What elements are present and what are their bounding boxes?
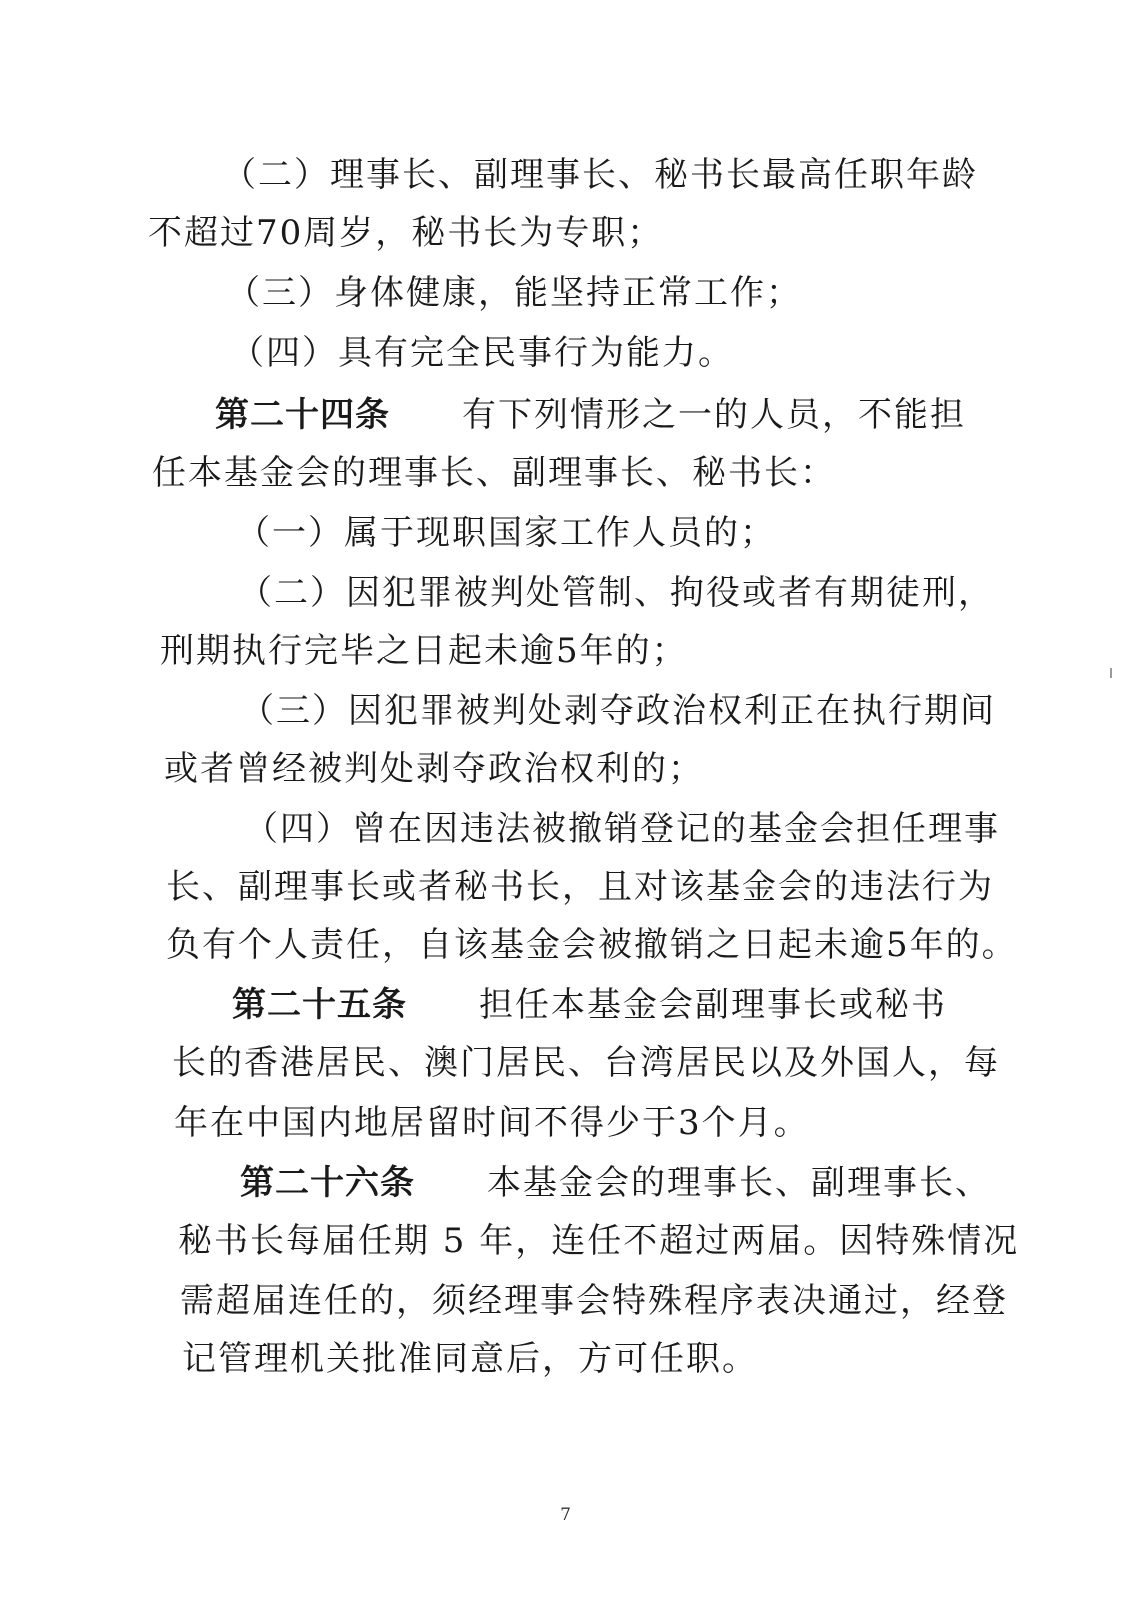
text-line <box>172 1043 1000 1083</box>
text-line <box>174 1103 810 1143</box>
text-line <box>236 513 776 553</box>
text-line <box>226 273 802 313</box>
text-line <box>152 453 836 493</box>
line-text: 有下列情形之一的人员，不能担 <box>462 395 966 435</box>
text-line <box>160 631 688 671</box>
article-line-24 <box>215 395 966 435</box>
line-text: 记管理机关批准同意后，方可任职。 <box>182 1339 758 1379</box>
article-line-25 <box>232 985 947 1025</box>
text-line <box>180 1281 1008 1321</box>
line-text: （三）身体健康，能坚持正常工作； <box>226 273 802 313</box>
text-line <box>166 925 1018 965</box>
text-line <box>178 1221 1019 1261</box>
article-heading: 第二十四条 <box>215 395 390 435</box>
line-text: 需超届连任的，须经理事会特殊程序表决通过，经登 <box>180 1281 1008 1321</box>
text-line <box>182 1339 758 1379</box>
scan-mark <box>1110 668 1112 678</box>
text-line <box>244 809 1000 849</box>
line-text: （四）具有完全民事行为能力。 <box>230 333 734 373</box>
text-line <box>238 573 994 613</box>
text-line <box>240 691 996 731</box>
article-line-26 <box>240 1163 991 1203</box>
line-text: 任本基金会的理事长、副理事长、秘书长： <box>152 453 836 493</box>
line-text: （四）曾在因违法被撤销登记的基金会担任理事 <box>244 809 1000 849</box>
line-text: （一）属于现职国家工作人员的； <box>236 513 776 553</box>
line-text: 本基金会的理事长、副理事长、 <box>487 1163 991 1203</box>
line-text: （三）因犯罪被判处剥夺政治权利正在执行期间 <box>240 691 996 731</box>
line-text: 担任本基金会副理事长或秘书 <box>479 985 947 1025</box>
line-text: （二）理事长、副理事长、秘书长最高任职年龄 <box>222 155 978 195</box>
line-text: 刑期执行完毕之日起未逾5年的； <box>160 631 688 671</box>
article-heading: 第二十五条 <box>232 985 407 1025</box>
text-line <box>222 155 978 195</box>
page-number: 7 <box>560 1505 571 1525</box>
line-text: 长的香港居民、澳门居民、台湾居民以及外国人，每 <box>172 1043 1000 1083</box>
article-heading: 第二十六条 <box>240 1163 415 1203</box>
line-text: 年在中国内地居留时间不得少于3个月。 <box>174 1103 810 1143</box>
line-text: 不超过70周岁，秘书长为专职； <box>148 213 664 253</box>
text-line <box>230 333 734 373</box>
line-text: 或者曾经被判处剥夺政治权利的； <box>164 749 704 789</box>
line-text: 秘书长每届任期 5 年，连任不超过两届。因特殊情况 <box>178 1221 1020 1261</box>
text-line <box>166 867 994 907</box>
text-line <box>148 213 663 253</box>
text-line <box>164 749 704 789</box>
line-text: 负有个人责任，自该基金会被撤销之日起未逾5年的。 <box>166 925 1018 965</box>
line-text: 长、副理事长或者秘书长，且对该基金会的违法行为 <box>166 867 994 907</box>
line-text: （二）因犯罪被判处管制、拘役或者有期徒刑， <box>238 573 994 613</box>
